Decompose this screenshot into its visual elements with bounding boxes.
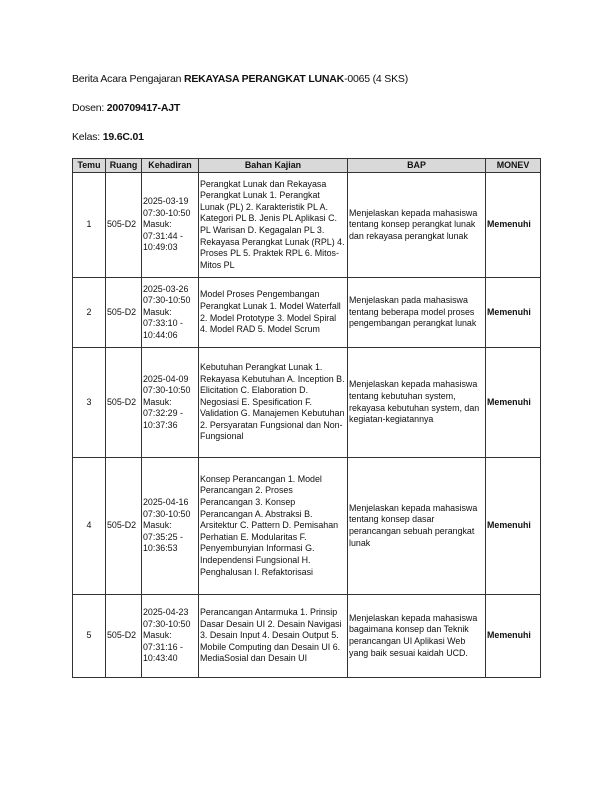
dosen-label: Dosen: xyxy=(72,102,107,114)
kehadiran-line: 07:31:16 - xyxy=(143,641,183,652)
kelas-value: 19.6C.01 xyxy=(102,131,144,143)
kehadiran-line: 07:32:29 - xyxy=(143,408,183,419)
temu-cell: 3 xyxy=(73,348,106,458)
bap-cell: Menjelaskan kepada mahasiswa bagaimana konsep dan Teknik perancangan UI Aplikasi Web yang baik sesuai kaidah UCD. xyxy=(348,595,486,678)
temu-cell: 4 xyxy=(73,458,106,595)
kehadiran-line: 07:35:25 - xyxy=(143,531,183,542)
bap-cell: Menjelaskan kepada mahasiswa tentang kebutuhan system, rekayasa kebutuhan system, dan kegiatan-kegiatannya xyxy=(348,348,486,458)
kehadiran-line: 2025-04-16 xyxy=(143,497,189,508)
kehadiran-line: Masuk: xyxy=(143,630,172,641)
kehadiran-cell xyxy=(142,458,199,595)
kehadiran-cell xyxy=(142,348,199,458)
kehadiran-line: 2025-03-19 xyxy=(143,196,189,207)
kehadiran-line: 2025-03-26 xyxy=(143,283,189,294)
kehadiran-cell xyxy=(142,595,199,678)
kehadiran-line: 10:49:03 xyxy=(143,242,178,253)
bap-cell: Menjelaskan pada mahasiswa tentang beberapa model proses pengembangan perangkat lunak xyxy=(348,278,486,348)
monev-cell: Memenuhi xyxy=(486,348,541,458)
ruang-cell: 505-D2 xyxy=(106,458,142,595)
bap-cell: Menjelaskan kepada mahasiswa tentang konsep perangkat lunak dan rekayasa perangkat lunak xyxy=(348,173,486,278)
kehadiran-line: Masuk: xyxy=(143,520,172,531)
kelas-label: Kelas: xyxy=(72,131,103,143)
kehadiran-line: 07:30-10:50 xyxy=(143,207,191,218)
bahan-kajian-cell: Konsep Perancangan 1. Model Perancangan 2. Proses Perancangan 3. Konsep Perancangan A. Abstraksi B. Arsitektur C. Pattern D. Pemisahan Perhatian E. Modularitas F. Penyembunyian Informasi G. Independensi Fungsional H. Penghalusan I. Refaktorisasi xyxy=(199,458,348,595)
kehadiran-line: Masuk: xyxy=(143,396,172,407)
bahan-kajian-cell: Perangkat Lunak dan Rekayasa Perangkat Lunak 1. Perangkat Lunak (PL) 2. Karakteristik PL A. Kategori PL B. Jenis PL Aplikasi C. PL Warisan D. Kegagalan PL 3. Rekayasa Perangkat Lunak (RPL) 4. Proses PL 5. Praktek RPL 6. Mitos-Mitos PL xyxy=(199,173,348,278)
kehadiran-line: 07:30-10:50 xyxy=(143,618,191,629)
kehadiran-line: 07:33:10 - xyxy=(143,318,183,329)
monev-cell: Memenuhi xyxy=(486,173,541,278)
col-header-monev: MONEV xyxy=(486,159,541,173)
kehadiran-line: Masuk: xyxy=(143,306,172,317)
kehadiran-line: 07:30-10:50 xyxy=(143,385,191,396)
ruang-cell: 505-D2 xyxy=(106,173,142,278)
dosen-value: 200709417-AJT xyxy=(106,102,181,114)
kelas-line xyxy=(72,131,144,143)
kehadiran-line: 07:30-10:50 xyxy=(143,508,191,519)
temu-cell: 5 xyxy=(73,595,106,678)
kehadiran-line: 10:36:53 xyxy=(143,543,178,554)
kehadiran-line: 2025-04-09 xyxy=(143,373,189,384)
col-header-bap: BAP xyxy=(348,159,486,173)
ruang-cell: 505-D2 xyxy=(106,595,142,678)
col-header-ruang: Ruang xyxy=(106,159,142,173)
monev-cell: Memenuhi xyxy=(486,595,541,678)
kehadiran-line: 07:30-10:50 xyxy=(143,295,191,306)
monev-cell: Memenuhi xyxy=(486,458,541,595)
course-name: REKAYASA PERANGKAT LUNAK xyxy=(183,73,345,85)
kehadiran-cell xyxy=(142,173,199,278)
bahan-kajian-cell: Kebutuhan Perangkat Lunak 1. Rekayasa Kebutuhan A. Inception B. Elicitation C. Elaboration D. Negosiasi E. Spesification F. Validation G. Manajemen Kebutuhan 2. Persyaratan Fungsional dan Non-Fungsional xyxy=(199,348,348,458)
table-row xyxy=(73,458,541,595)
table-header-row xyxy=(73,159,541,173)
document-title xyxy=(72,73,408,85)
ruang-cell: 505-D2 xyxy=(106,348,142,458)
ruang-cell: 505-D2 xyxy=(106,278,142,348)
table-row xyxy=(73,348,541,458)
monev-cell: Memenuhi xyxy=(486,278,541,348)
col-header-bahan-kajian: Bahan Kajian xyxy=(199,159,348,173)
table-row xyxy=(73,595,541,678)
kehadiran-line: 07:31:44 - xyxy=(143,230,183,241)
table-row xyxy=(73,173,541,278)
kehadiran-line: Masuk: xyxy=(143,219,172,230)
kehadiran-line: 10:37:36 xyxy=(143,419,178,430)
title-suffix: -0065 (4 SKS) xyxy=(344,73,408,85)
dosen-line xyxy=(72,102,180,114)
kehadiran-line: 10:44:06 xyxy=(143,329,178,340)
bap-cell: Menjelaskan kepada mahasiswa tentang konsep dasar perancangan sebuah perangkat lunak xyxy=(348,458,486,595)
kehadiran-line: 2025-04-23 xyxy=(143,607,189,618)
kehadiran-cell xyxy=(142,278,199,348)
attendance-table xyxy=(72,158,541,678)
bahan-kajian-cell: Model Proses Pengembangan Perangkat Lunak 1. Model Waterfall 2. Model Prototype 3. Model Spiral 4. Model RAD 5. Model Scrum xyxy=(199,278,348,348)
table-row xyxy=(73,278,541,348)
temu-cell: 1 xyxy=(73,173,106,278)
temu-cell: 2 xyxy=(73,278,106,348)
col-header-kehadiran: Kehadiran xyxy=(142,159,199,173)
kehadiran-line: 10:43:40 xyxy=(143,653,178,664)
title-prefix: Berita Acara Pengajaran xyxy=(72,73,184,85)
col-header-temu: Temu xyxy=(73,159,106,173)
bahan-kajian-cell: Perancangan Antarmuka 1. Prinsip Dasar Desain UI 2. Desain Navigasi 3. Desain Input 4. Desain Output 5. Mobile Computing dan Desain UI 6. MediaSosial dan Desain UI xyxy=(199,595,348,678)
